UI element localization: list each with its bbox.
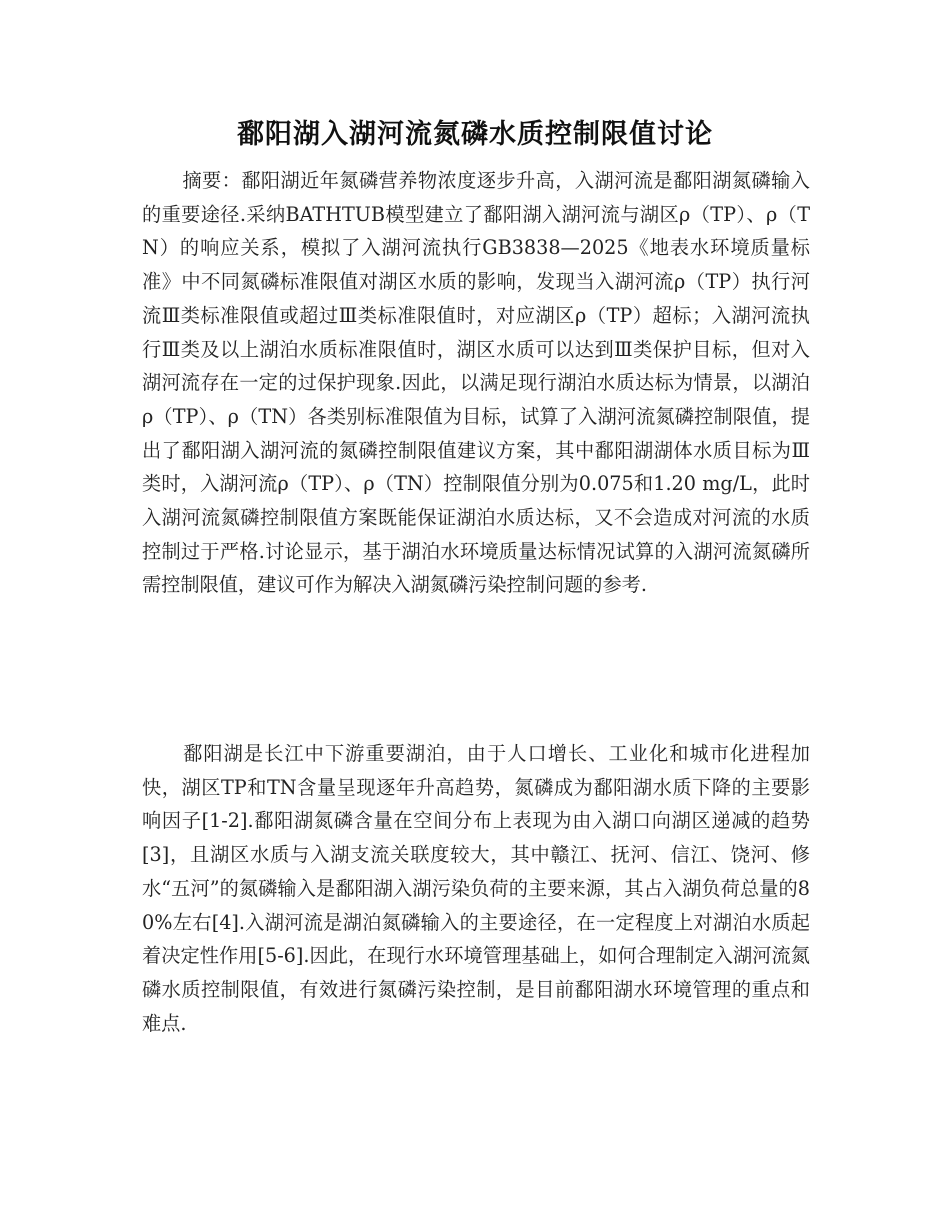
abstract-text: 摘要：鄱阳湖近年氮磷营养物浓度逐步升高，入湖河流是鄱阳湖氮磷输入的重要途径.采纳BATHTUB模型建立了鄱阳湖入湖河流与湖区ρ（TP）、ρ（TN）的响应关系，模拟了入湖河流执行GB3838—2025《地表水环境质量标准》中不同氮磷标准限值对湖区水质的影响，发现当入湖河流ρ（TP）执行河流Ⅲ类标准限值或超过Ⅲ类标准限值时，对应湖区ρ（TP）超标；入湖河流执行Ⅲ类及以上湖泊水质标准限值时，湖区水质可以达到Ⅲ类保护目标，但对入湖河流存在一定的过保护现象.因此，以满足现行湖泊水质达标为情景，以湖泊ρ（TP）、ρ（TN）各类别标准限值为目标，试算了入湖河流氮磷控制限值，提出了鄱阳湖入湖河流的氮磷控制限值建议方案，其中鄱阳湖湖体水质目标为Ⅲ类时，入湖河流ρ（TP）、ρ（TN）控制限值分别为0.075和1.20 mg/L，此时入湖河流氮磷控制限值方案既能保证湖泊水质达标，又不会造成对河流的水质控制过于严格.讨论显示，基于湖泊水环境质量达标情况试算的入湖河流氮磷所需控制限值，建议可作为解决入湖氮磷污染控制问题的参考. <box>142 169 810 597</box>
intro-text: 鄱阳湖是长江中下游重要湖泊，由于人口增长、工业化和城市化进程加快，湖区TP和TN含量呈现逐年升高趋势，氮磷成为鄱阳湖水质下降的主要影响因子[1-2].鄱阳湖氮磷含量在空间分布上表现为由入湖口向湖区递减的趋势[3]，且湖区水质与入湖支流关联度较大，其中赣江、抚河、信江、饶河、修水“五河”的氮磷输入是鄱阳湖入湖污染负荷的主要来源，其占入湖负荷总量的80%左右[4].入湖河流是湖泊氮磷输入的主要途径，在一定程度上对湖泊水质起着决定性作用[5-6].因此，在现行水环境管理基础上，如何合理制定入湖河流氮磷水质控制限值，有效进行氮磷污染控制，是目前鄱阳湖水环境管理的重点和难点. <box>142 742 810 1035</box>
document-title: 鄱阳湖入湖河流氮磷水质控制限值讨论 <box>237 119 713 150</box>
intro-paragraph <box>142 737 810 1040</box>
abstract-paragraph <box>142 164 810 602</box>
